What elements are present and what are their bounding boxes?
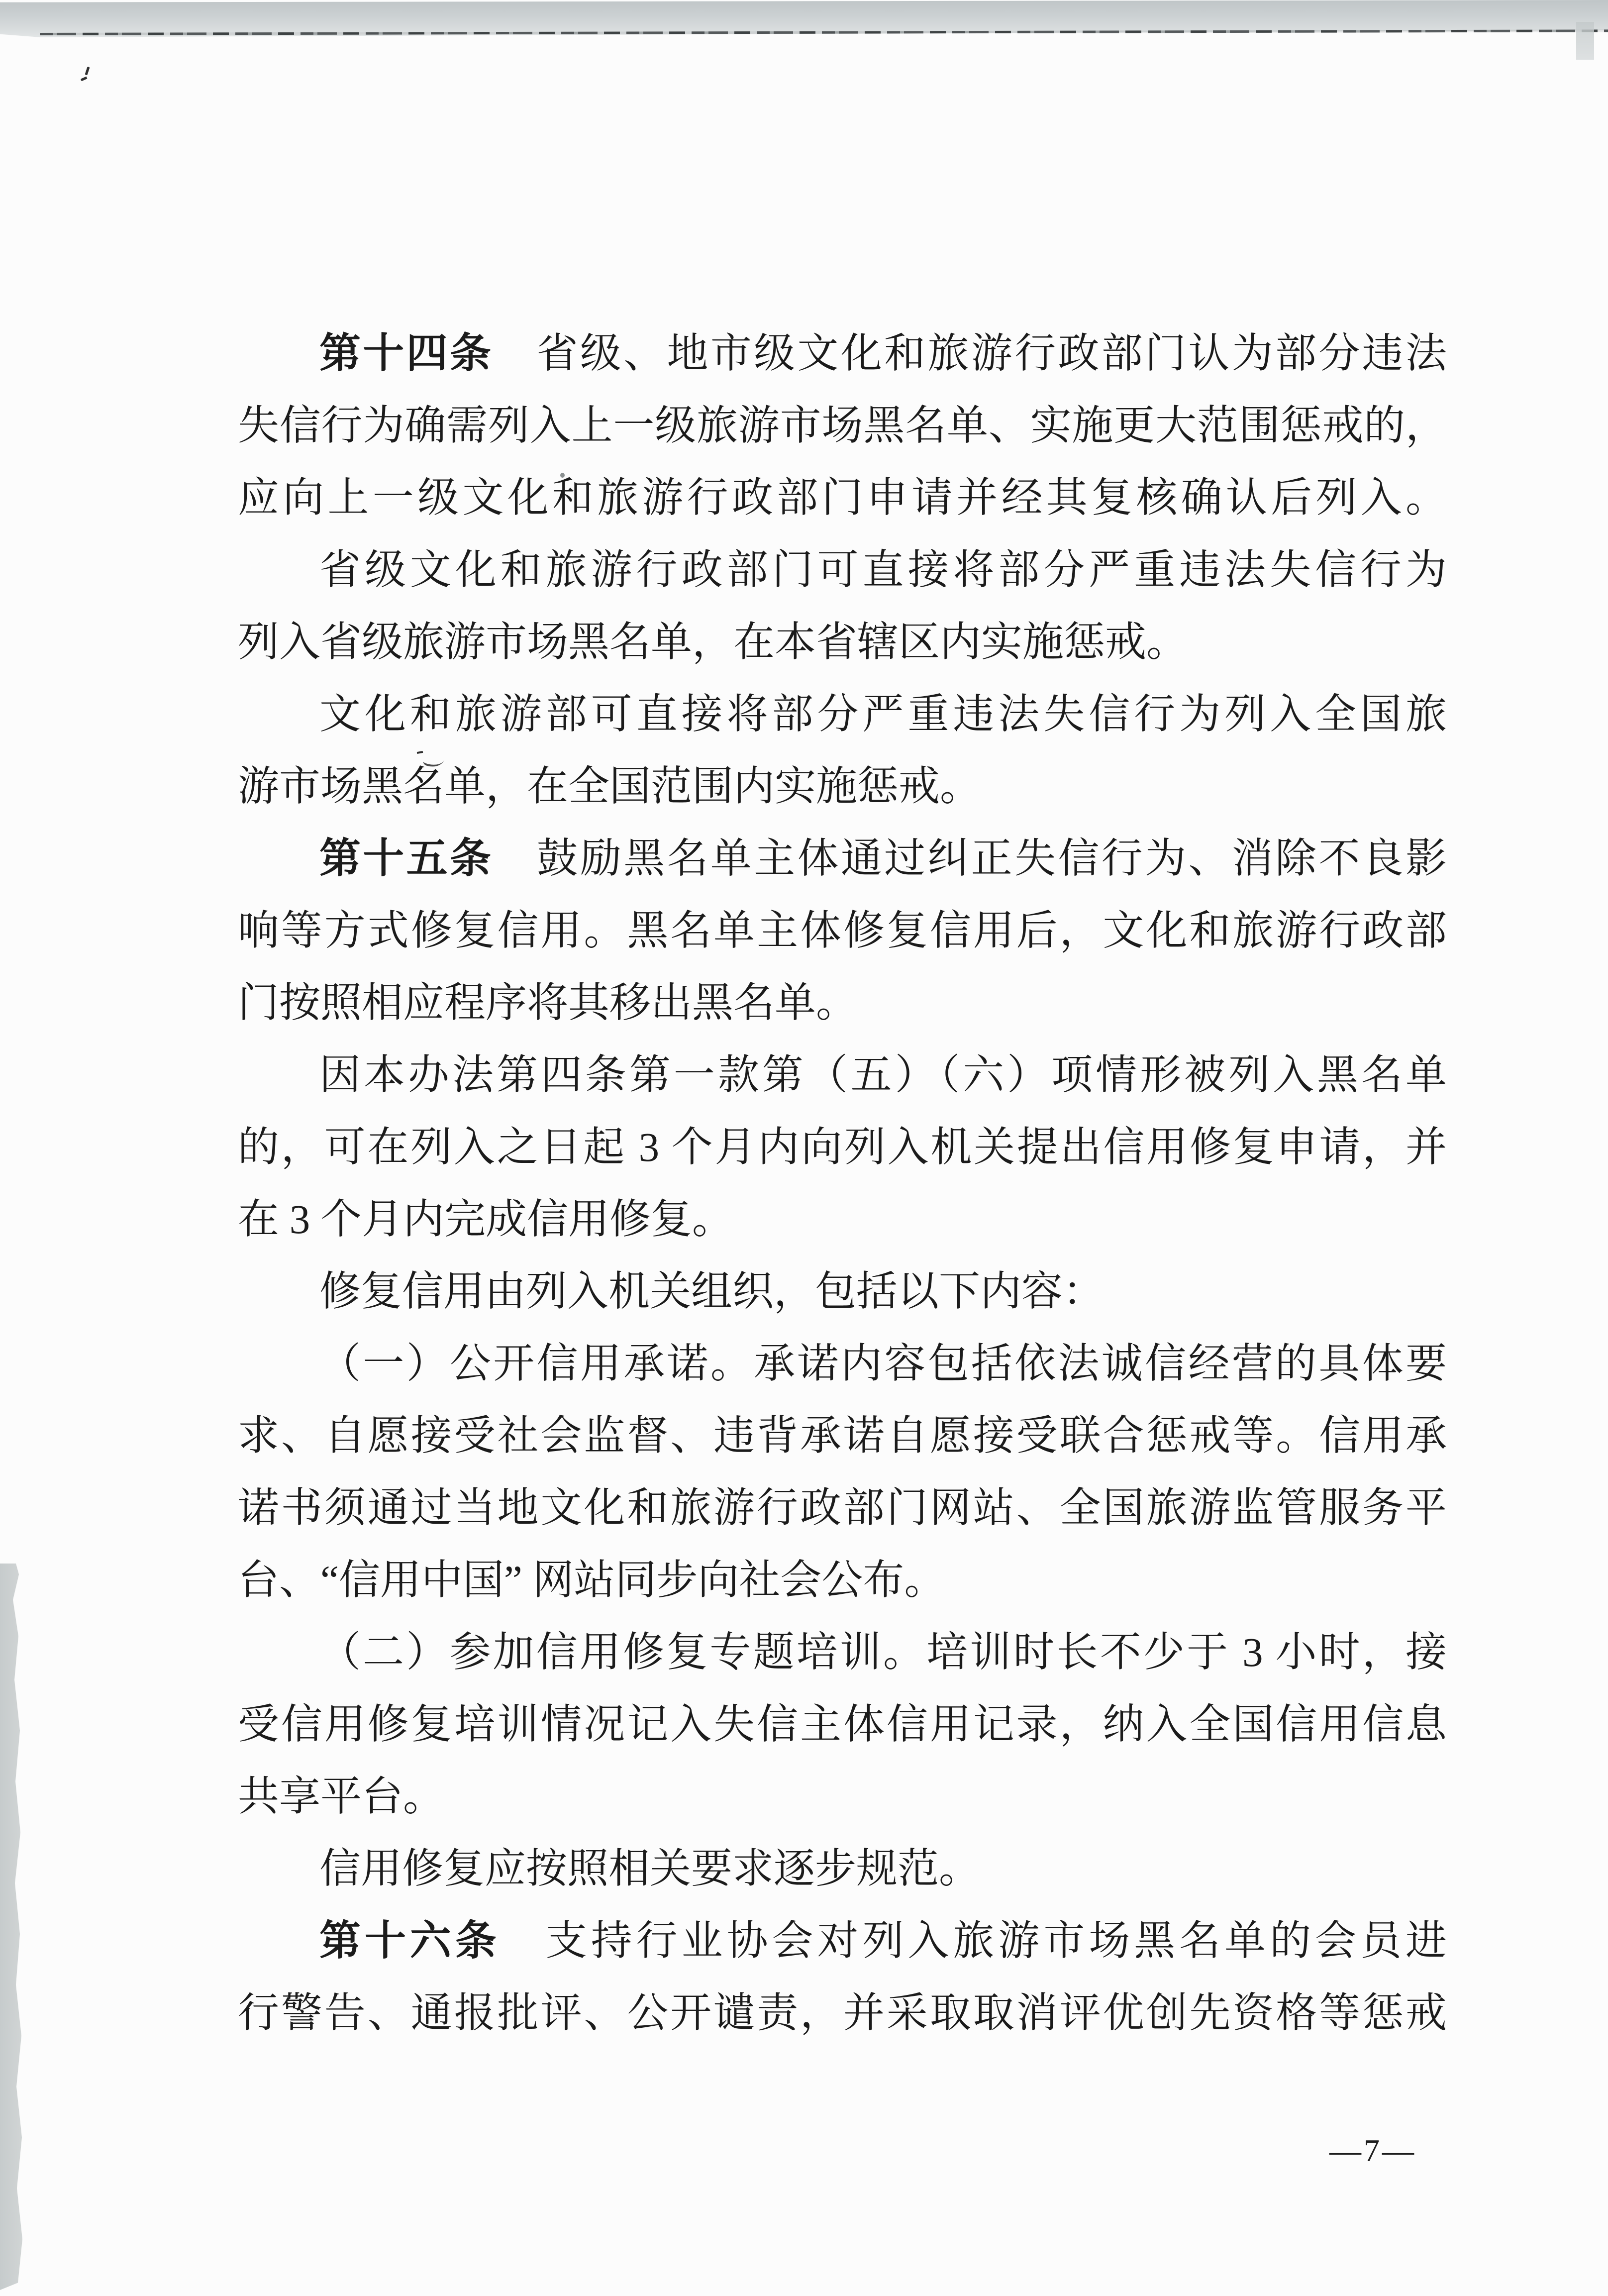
text-line: 应向上一级文化和旅游行政部门申请并经其复核确认后列入。: [238, 475, 1447, 521]
text-line: 诺书须通过当地文化和旅游行政部门网站、全国旅游监管服务平: [238, 1485, 1447, 1531]
scan-left-band: [0, 1564, 23, 2290]
scan-top-right-streak: [1576, 22, 1594, 60]
text-line: 文化和旅游部可直接将部分严重违法失信行为列入全国旅: [319, 691, 1447, 737]
text-line: 行警告、通报批评、公开谴责，并采取取消评优创先资格等惩戒: [238, 1990, 1447, 2036]
text-line: 修复信用由列入机关组织，包括以下内容：: [319, 1268, 1104, 1314]
article-heading: 第十六条: [319, 1918, 501, 1964]
text-line: 失信行为确需列入上一级旅游市场黑名单、实施更大范围惩戒的，: [238, 403, 1447, 448]
text-line: 省级文化和旅游行政部门可直接将部分严重违法失信行为: [319, 547, 1447, 593]
text-line: 第十四条 省级、地市级文化和旅游行政部门认为部分违法: [319, 330, 1447, 376]
article-heading: 第十四条: [319, 330, 494, 376]
text-line: （一）公开信用承诺。承诺内容包括依法诚信经营的具体要: [319, 1341, 1447, 1386]
text-line: 门按照相应程序将其移出黑名单。: [238, 980, 857, 1026]
text-line: 第十五条 鼓励黑名单主体通过纠正失信行为、消除不良影: [319, 835, 1447, 881]
text-line: 台、“信用中国” 网站同步向社会公布。: [238, 1557, 946, 1603]
document-text-block: [238, 317, 1447, 2049]
text-line: （二）参加信用修复专题培训。培训时长不少于 3 小时，接: [319, 1629, 1447, 1675]
text-line: 第十六条 支持行业协会对列入旅游市场黑名单的会员进: [319, 1918, 1447, 1964]
text-line: 共享平台。: [238, 1774, 444, 1819]
text-line: 在 3 个月内完成信用修复。: [238, 1196, 733, 1242]
scan-noise-mark: [85, 67, 90, 76]
text-line: 因本办法第四条第一款第（五）（六）项情形被列入黑名单: [319, 1052, 1447, 1098]
text-line: 受信用修复培训情况记入失信主体信用记录，纳入全国信用信息: [238, 1701, 1447, 1747]
scan-noise-mark: [81, 77, 88, 82]
page-number: —7—: [1329, 2133, 1416, 2168]
text-line: 的，可在列入之日起 3 个月内向列入机关提出信用修复申请，并: [238, 1124, 1447, 1170]
text-line: 游市场黑名单，在全国范围内实施惩戒。: [238, 763, 981, 809]
text-line: 响等方式修复信用。黑名单主体修复信用后，文化和旅游行政部: [238, 908, 1447, 953]
text-line: 求、自愿接受社会监督、违背承诺自愿接受联合惩戒等。信用承: [238, 1413, 1447, 1459]
article-heading: 第十五条: [319, 835, 494, 881]
text-line: 列入省级旅游市场黑名单，在本省辖区内实施惩戒。: [238, 619, 1188, 665]
text-line: 信用修复应按照相关要求逐步规范。: [319, 1846, 980, 1891]
